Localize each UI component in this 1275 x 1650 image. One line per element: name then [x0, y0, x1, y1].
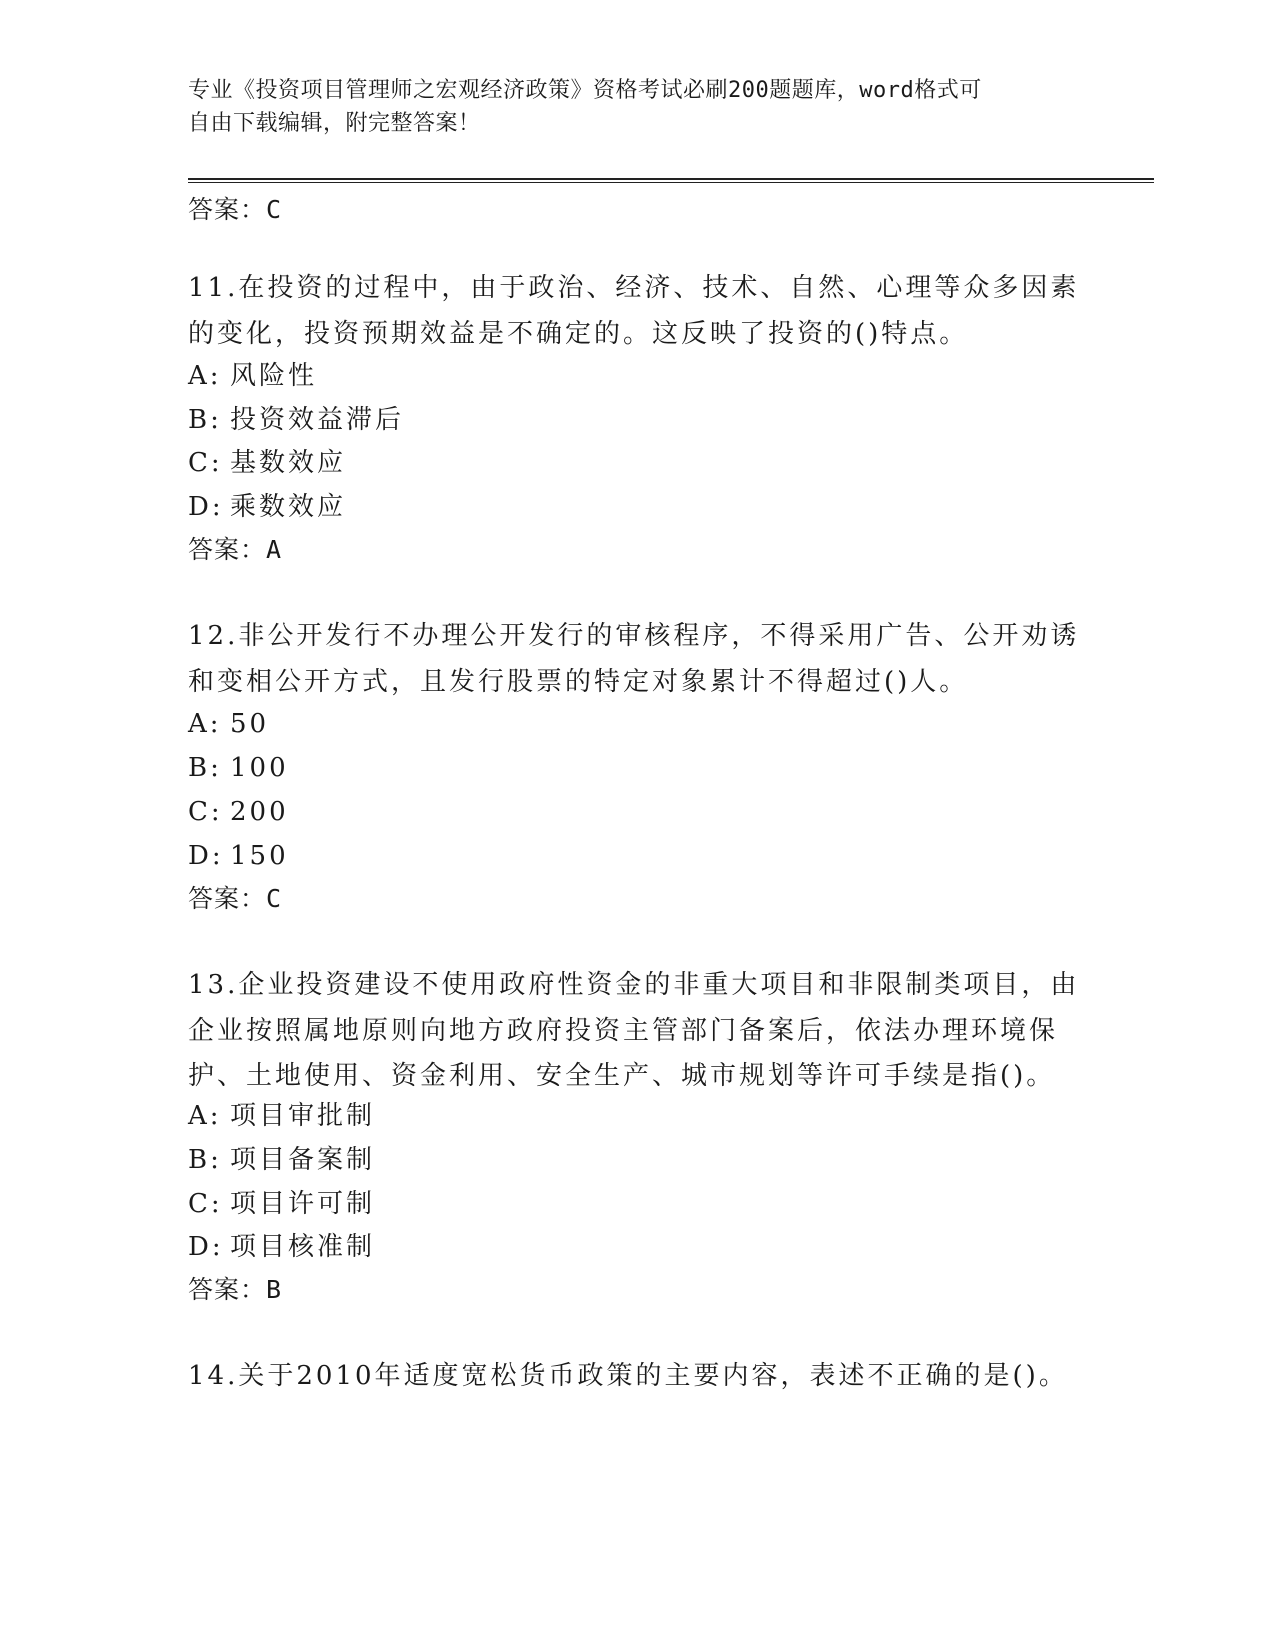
answer-previous: 答案：C — [188, 195, 283, 224]
question-13-answer: 答案：B — [188, 1275, 283, 1304]
question-13-option-b: B: 项目备案制 — [188, 1145, 376, 1175]
question-11-answer: 答案：A — [188, 535, 283, 564]
question-11-line-2: 的变化，投资预期效益是不确定的。这反映了投资的()特点。 — [188, 318, 969, 349]
question-13-number: 13. — [188, 970, 239, 1000]
question-13-line-1: 13.企业投资建设不使用政府性资金的非重大项目和非限制类项目，由 — [188, 970, 1080, 1000]
header-line-2: 自由下载编辑，附完整答案！ — [188, 111, 481, 136]
question-14 — [188, 1354, 1088, 1400]
question-12 — [188, 614, 1088, 705]
question-11-option-a: A: 风险性 — [188, 361, 318, 391]
question-11-option-d: D: 乘数效应 — [188, 492, 347, 522]
question-13-option-c: C: 项目许可制 — [188, 1189, 376, 1219]
question-12-answer: 答案：C — [188, 884, 283, 913]
question-13-line-3: 护、土地使用、资金利用、安全生产、城市规划等许可手续是指()。 — [188, 1061, 1056, 1091]
document-header — [188, 74, 1088, 140]
question-13 — [188, 963, 1088, 1100]
question-12-option-b: B: 100 — [188, 753, 289, 783]
question-12-line-2: 和变相公开方式，且发行股票的特定对象累计不得超过()人。 — [188, 666, 969, 697]
header-divider — [188, 178, 1154, 183]
question-13-option-d: D: 项目核准制 — [188, 1232, 376, 1262]
question-11-line-1: 11.在投资的过程中，由于政治、经济、技术、自然、心理等众多因素 — [188, 273, 1080, 303]
question-13-line-2: 企业按照属地原则向地方政府投资主管部门备案后，依法办理环境保 — [188, 1015, 1059, 1046]
question-14-line-1: 14.关于2010年适度宽松货币政策的主要内容，表述不正确的是()。 — [188, 1361, 1068, 1391]
question-12-number: 12. — [188, 621, 239, 651]
question-11-option-c: C: 基数效应 — [188, 448, 347, 478]
question-14-number: 14. — [188, 1361, 239, 1391]
question-11-number: 11. — [188, 273, 239, 303]
question-13-option-a: A: 项目审批制 — [188, 1101, 376, 1131]
question-12-option-a: A: 50 — [188, 709, 270, 739]
question-12-option-c: C: 200 — [188, 797, 289, 827]
question-11-option-b: B: 投资效益滞后 — [188, 405, 405, 435]
question-11 — [188, 266, 1088, 357]
question-12-line-1: 12.非公开发行不办理公开发行的审核程序，不得采用广告、公开劝诱 — [188, 621, 1080, 651]
question-12-option-d: D: 150 — [188, 841, 289, 871]
header-line-1: 专业《投资项目管理师之宏观经济政策》资格考试必刷200题题库，word格式可 — [188, 78, 982, 103]
